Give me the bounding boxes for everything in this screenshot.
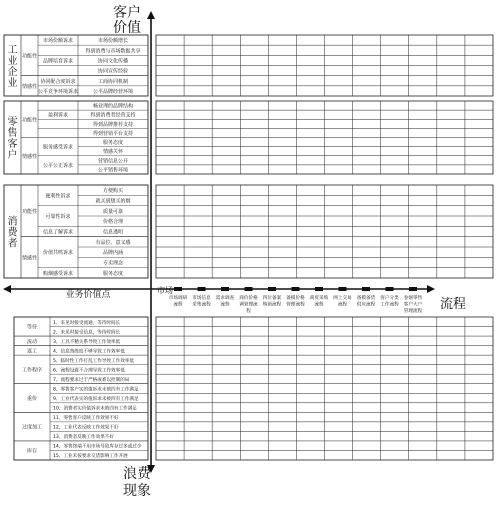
value-sub-label: 公平公正诉求 [42,162,74,169]
value-item-label: 得到品牌推荐支持 [92,121,134,128]
process-step-label: 备模价格 [286,296,305,301]
value-sub-label: 协同配合度诉求 [40,78,76,85]
axis-top-label-2: 价值 [113,20,141,36]
value-item-label: 公平品牌经营环境 [92,88,134,95]
section-title-char: 业 [7,56,18,67]
section-title-char: 客 [7,139,18,150]
process-step-label: 管理流程 [403,309,423,314]
value-sub-label: 公平竞争环境诉求 [37,88,79,95]
value-group-label: 情感性 [21,255,38,262]
section-title-char: 企 [7,67,18,78]
process-step-label: 商贸采购 [309,296,329,301]
value-item-label: 信息透明 [102,229,124,236]
waste-item-label: 15、工业未按要求交货影响工作开展 [53,454,128,460]
value-item-label: 协同文化传播 [97,58,129,65]
value-item-label: 情感关怀 [102,149,124,156]
waste-item-label: 10、消费者实价值诉求未被四有工作满足 [53,406,137,412]
value-sub-label: 品牌培育诉求 [42,58,74,65]
waste-group-label: 等待 [26,324,38,331]
process-step-label: 采集流程 [192,302,211,308]
process-step-label: 流程 [314,302,324,308]
axis-bottom-label-2: 现象 [123,483,151,499]
waste-group-label: 工作程序 [21,367,43,374]
process-step-label: 备模备货 [356,296,376,301]
waste-group-label: 过度加工 [21,424,43,431]
process-step-label: 流程 [173,302,183,308]
section-title-char: 消 [7,216,18,228]
labels-layer [8,37,423,459]
section-title-char: 费 [7,227,18,239]
value-item-label: 品牌内涵 [102,250,124,257]
value-sub-label: 价值共鸣诉求 [42,250,74,257]
waste-group-label: 库存 [26,448,38,455]
axis-right-label: 流程 [440,297,467,312]
value-sub-label: 市场份额诉求 [42,38,74,45]
value-item-label: 服务态度 [102,270,124,277]
value-sub-label: 便利性诉求 [45,193,71,200]
value-item-label: 工商协同机制 [97,78,129,85]
axis-bottom-label: 浪费 [123,466,151,482]
process-step-label: 市场信息 [192,296,211,301]
value-sub-label: 盈利诉求 [47,112,69,119]
value-group-label: 情感性 [21,153,38,160]
process-step-label: 购销流程 [262,302,282,308]
process-step-label: 客户大户 [403,302,423,308]
value-group-label: 功能性 [21,53,38,60]
value-item-label: 得到消费与市场数据共享 [85,48,141,55]
process-step-label: 商价价格 [239,296,258,301]
section-title-char: 零 [7,117,18,128]
value-item-label: 就买到想买的烟 [95,198,131,205]
process-step-label: 客户分类 [380,296,399,301]
process-step-label: 管理流程 [286,302,305,308]
waste-group-label: 重价 [26,396,38,403]
process-step-label: 四位备案 [262,296,282,301]
waste-item-label: 12、工业代表反映工作效果不好 [53,425,119,431]
value-item-label: 公平销售环境 [97,167,129,174]
waste-item-label: 8、零售客户实的值诉求未被四有工作满足 [53,387,139,393]
axis-left-label: 业务价值点 [65,290,111,300]
value-sub-label: 可靠性诉求 [45,214,71,220]
value-item-label: 服务态度 [102,140,124,147]
process-step-label: 工作流程 [380,302,399,308]
value-item-label: 营销信息公开 [97,158,129,165]
process-step-label: 市场调研 [168,296,188,301]
waste-item-label: 1、来见时接受流通，等待时间长 [53,320,121,326]
value-item-label: 市场份额增长 [97,38,129,45]
process-step-label: 网上交易 [333,296,352,301]
waste-group-label: 返工 [26,348,38,355]
waste-item-label: 7、流程要求过于严格或难以控制的局 [53,377,130,383]
value-group-label: 功能性 [21,208,38,215]
process-step-label: 程 [246,309,251,314]
process-step-label: 调管理流 [239,302,258,308]
value-sub-label: 购烟感受诉求 [42,270,74,277]
axis-top-label: 客户 [113,5,141,21]
value-sub-label: 服务感受诉求 [42,144,74,151]
process-step-label: 需求调查 [215,296,235,301]
value-item-label: 协同宣传经验 [97,68,129,75]
value-group-label: 情感性 [21,83,38,90]
waste-item-label: 6、流程设置不合理导致工作效率低 [53,368,125,374]
value-item-label: 得到消费者经营支持 [90,112,136,119]
process-step-label: 流程 [337,302,348,308]
waste-item-label: 3、工具不精关系导致工作效率低 [53,339,121,345]
waste-item-label: 14、零售终端不用市场导致库存过多或过少 [53,444,142,450]
value-item-label: 畅业理的品牌结构 [92,103,134,110]
waste-item-label: 4、信息熟练度不够导致工作效率低 [53,349,125,355]
waste-item-label: 2、来见时接受信息，等待时间长 [53,330,121,336]
process-step-label: 供应流程 [356,302,376,308]
waste-group-label: 流动 [26,338,38,345]
section-title-char: 户 [7,150,18,161]
value-item-label: 得到营销平台支持 [92,130,134,137]
value-item-label: 价格合理 [102,219,124,226]
waste-item-label: 11、零售客户反映工作效果不好 [53,416,119,422]
section-title-char: 售 [7,128,18,139]
value-group-label: 功能性 [21,117,38,124]
waste-item-label: 13、消费者反映工作效果不好 [53,435,114,441]
value-item-label: 方便购买 [102,188,124,195]
value-item-label: 专卖理念 [102,260,124,267]
waste-item-label: 9、工业代表实的值诉求未被四有工作满足 [53,397,139,403]
process-step-label: 流程 [220,302,230,308]
section-title-char: 业 [7,78,18,89]
waste-item-label: 5、临时性工作打乱工作导致工作效率低 [53,358,135,364]
section-title-char: 者 [7,238,18,250]
process-step-label: 卷烟零售 [403,296,423,301]
value-item-label: 有品位、意义感 [95,239,131,246]
value-sub-label: 信息了解诉求 [42,229,74,236]
grids-layer [156,35,493,460]
axis-origin-label: 市场 [157,286,173,295]
value-item-label: 质量可靠 [102,208,124,215]
section-title-char: 工 [7,45,18,56]
